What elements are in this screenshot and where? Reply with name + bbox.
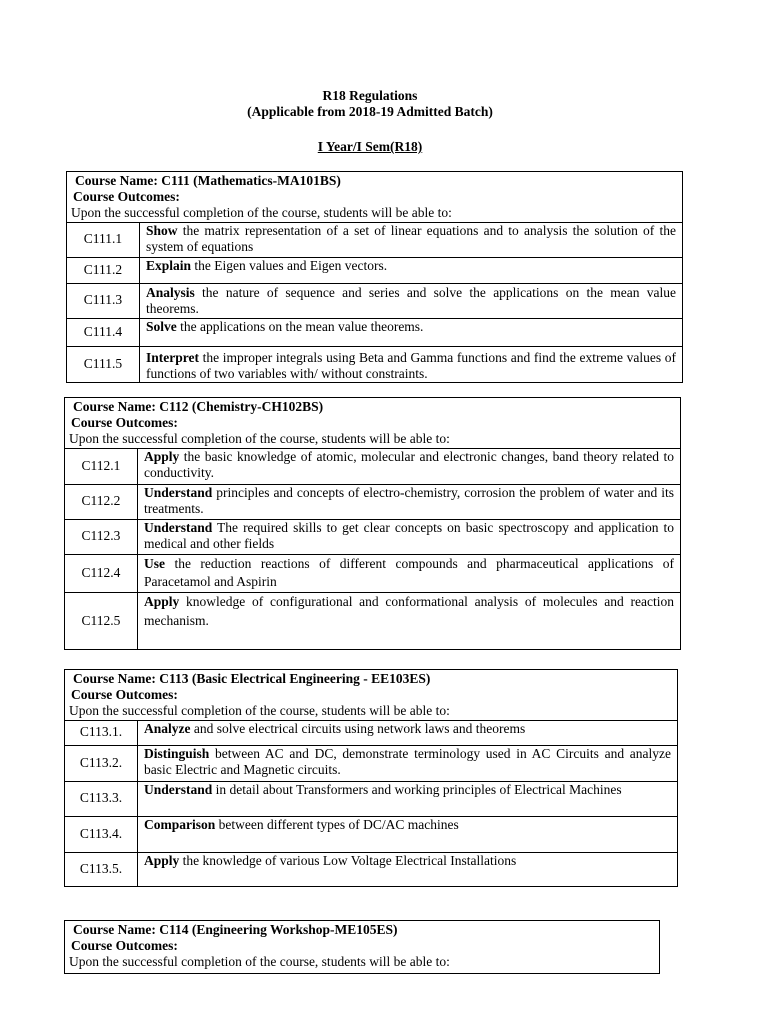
table-row — [67, 346, 682, 382]
outcomes-intro: Upon the successful completion of the course, students will be able to: — [69, 431, 450, 447]
outcome-description: Explain the Eigen values and Eigen vectors. — [140, 257, 683, 283]
outcome-code: C111.3 — [67, 283, 140, 318]
outcome-code: C113.5. — [65, 852, 138, 886]
batch-subtitle: (Applicable from 2018-19 Admitted Batch) — [247, 104, 493, 119]
outcome-description: Apply the basic knowledge of atomic, molecular and electronic changes, band theory related to conductivity. — [138, 448, 681, 484]
table-row — [65, 593, 680, 649]
outcomes-table — [65, 720, 677, 887]
outcome-code: C112.5 — [65, 593, 138, 649]
outcome-code: C113.4. — [65, 816, 138, 852]
outcome-description: Understand principles and concepts of electro-chemistry, corrosion the problem of water and its treatments. — [138, 484, 681, 519]
outcome-code: C112.4 — [65, 554, 138, 593]
outcome-code: C111.5 — [67, 346, 140, 382]
course-name: Course Name: C114 (Engineering Workshop-ME105ES) — [73, 922, 398, 937]
outcome-code: C111.2 — [67, 257, 140, 283]
table-row — [67, 283, 682, 318]
outcome-description: Apply knowledge of configurational and conformational analysis of molecules and reaction mechanism. — [138, 593, 681, 649]
outcome-description: Solve the applications on the mean value theorems. — [140, 318, 683, 346]
table-row — [65, 519, 680, 554]
outcomes-label: Course Outcomes: — [73, 189, 180, 205]
outcomes-label: Course Outcomes: — [71, 415, 178, 431]
outcome-code: C112.2 — [65, 484, 138, 519]
outcome-description: Apply the knowledge of various Low Voltage Electrical Installations — [138, 852, 678, 886]
outcome-description: Analysis the nature of sequence and series and solve the applications on the mean value theorems. — [140, 283, 683, 318]
course-name: Course Name: C111 (Mathematics-MA101BS) — [75, 173, 341, 188]
outcome-code: C113.3. — [65, 781, 138, 816]
semester-heading: I Year/I Sem(R18) — [317, 139, 423, 154]
course-block-c114 — [64, 920, 660, 974]
outcome-description: Comparison between different types of DC/AC machines — [138, 816, 678, 852]
outcomes-label: Course Outcomes: — [71, 687, 178, 703]
course-block-c112 — [64, 397, 681, 650]
table-row — [65, 554, 680, 593]
table-row — [65, 816, 677, 852]
outcome-description: Analyze and solve electrical circuits using network laws and theorems — [138, 720, 678, 745]
outcome-code: C111.1 — [67, 222, 140, 257]
outcome-description: Understand in detail about Transformers and working principles of Electrical Machines — [138, 781, 678, 816]
outcome-code: C112.1 — [65, 448, 138, 484]
outcomes-intro: Upon the successful completion of the course, students will be able to: — [69, 703, 450, 719]
table-row — [65, 484, 680, 519]
outcome-code: C112.3 — [65, 519, 138, 554]
outcome-description: Interpret the improper integrals using Beta and Gamma functions and find the extreme values of functions of two variables with/ without constraints. — [140, 346, 683, 382]
course-name: Course Name: C113 (Basic Electrical Engineering - EE103ES) — [73, 671, 431, 686]
outcome-code: C113.2. — [65, 745, 138, 781]
table-row — [65, 745, 677, 781]
outcome-description: Use the reduction reactions of different compounds and pharmaceutical applications of Paracetamol and Aspirin — [138, 554, 681, 593]
outcomes-table — [65, 448, 680, 649]
outcome-description: Understand The required skills to get clear concepts on basic spectroscopy and application to medical and other fields — [138, 519, 681, 554]
outcomes-label: Course Outcomes: — [71, 938, 178, 954]
outcome-code: C111.4 — [67, 318, 140, 346]
outcomes-intro: Upon the successful completion of the course, students will be able to: — [69, 954, 450, 970]
table-row — [65, 781, 677, 816]
regulation-title: R18 Regulations — [322, 88, 418, 103]
outcome-description: Distinguish between AC and DC, demonstrate terminology used in AC Circuits and analyze basic Electric and Magnetic circuits. — [138, 745, 678, 781]
table-row — [67, 318, 682, 346]
outcomes-table — [67, 222, 682, 383]
outcome-code: C113.1. — [65, 720, 138, 745]
table-row — [67, 222, 682, 257]
outcomes-intro: Upon the successful completion of the course, students will be able to: — [71, 205, 452, 221]
outcome-description: Show the matrix representation of a set of linear equations and to analysis the solution of the system of equations — [140, 222, 683, 257]
table-row — [67, 257, 682, 283]
course-block-c113 — [64, 669, 678, 887]
course-block-c111 — [66, 171, 683, 383]
table-row — [65, 448, 680, 484]
course-name: Course Name: C112 (Chemistry-CH102BS) — [73, 399, 324, 414]
table-row — [65, 852, 677, 886]
table-row — [65, 720, 677, 745]
